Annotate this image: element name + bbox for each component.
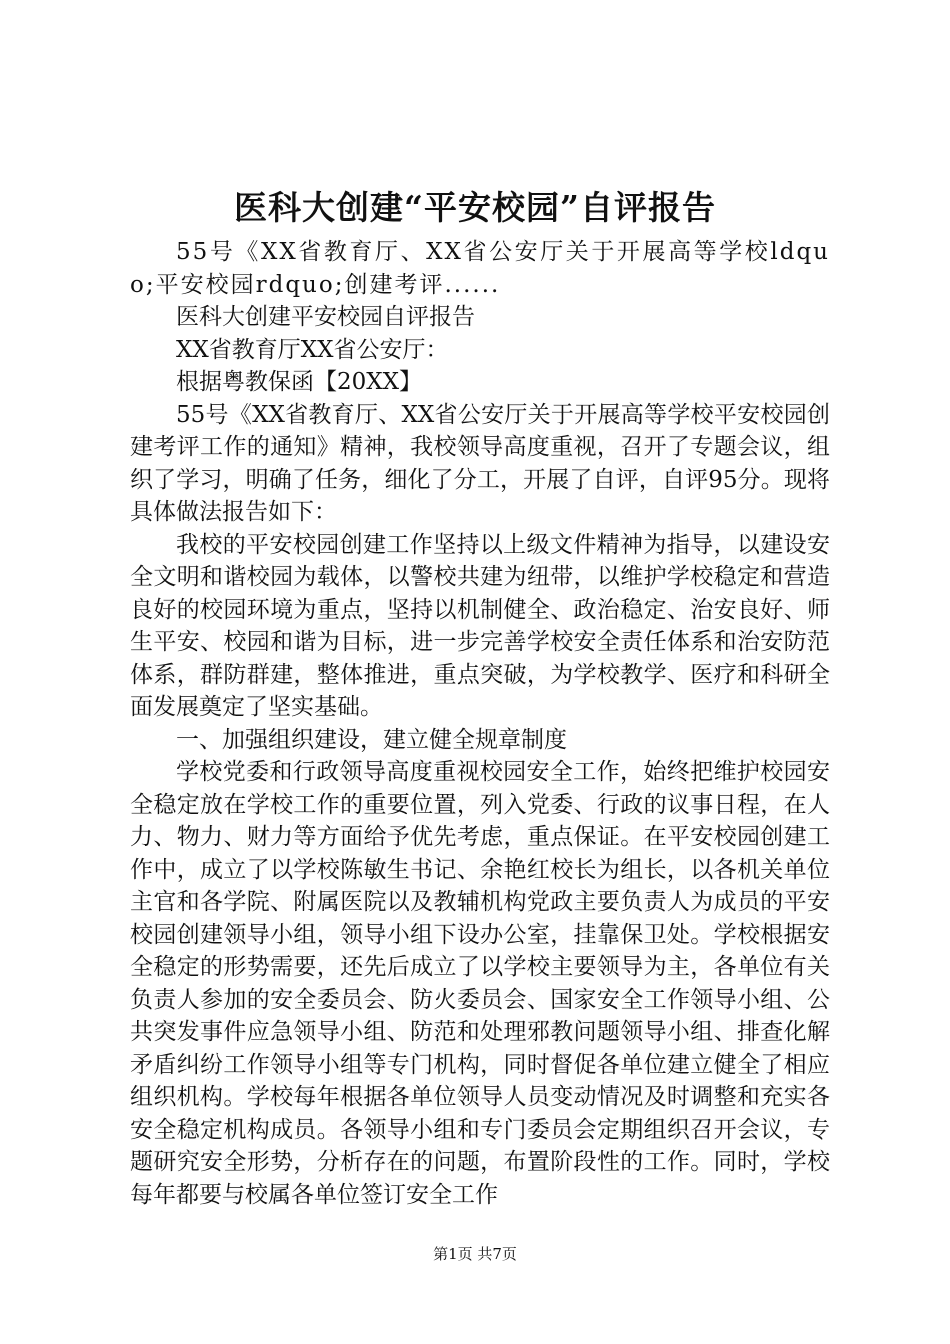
- paragraph-organization: 学校党委和行政领导高度重视校园安全工作，始终把维护校园安全稳定放在学校工作的重要位置，列入党委、行政的议事日程，在人力、物力、财力等方面给予优先考虑，重点保证。在平安校园创建工作中，成立了以学校陈敏生书记、余艳红校长为组长，以各机关单位主官和各学院、附属医院以及教辅机构党政主要负责人为成员的平安校园创建领导小组，领导小组下设办公室，挂靠保卫处。学校根据安全稳定的形势需要，还先后成立了以学校主要领导为主，各单位有关负责人参加的安全委员会、防火委员会、国家安全工作领导小组、公共突发事件应急领导小组、防范和处理邪教问题领导小组、排查化解矛盾纠纷工作领导小组等专门机构，同时督促各单位建立健全了相应组织机构。学校每年根据各单位领导人员变动情况及时调整和充实各安全稳定机构成员。各领导小组和专门委员会定期组织召开会议，专题研究安全形势，分析存在的问题，布置阶段性的工作。同时，学校每年都要与校属各单位签订安全工作: [130, 759, 830, 1208]
- section-heading-1: 一、加强组织建设，建立健全规章制度: [176, 726, 567, 753]
- paragraph-addressee: XX省教育厅XX省公安厅：: [176, 336, 449, 363]
- page-footer: 第1页 共7页: [433, 1245, 517, 1263]
- document-body: [130, 236, 830, 1211]
- paragraph-notice: 55号《XX省教育厅、XX省公安厅关于开展高等学校平安校园创建考评工作的通知》精神，我校领导高度重视，召开了专题会议，组织了学习，明确了任务，细化了分工，开展了自评，自评95分。现将具体做法报告如下：: [130, 401, 830, 525]
- paragraph-intro-excerpt: 55号《XX省教育厅、XX省公安厅关于开展高等学校ldquo;平安校园rdquo;创建考评......: [130, 239, 830, 298]
- document-title: 医科大创建“平安校园”自评报告: [234, 188, 716, 227]
- paragraph-report-name: 医科大创建平安校园自评报告: [176, 304, 475, 330]
- paragraph-overview: 我校的平安校园创建工作坚持以上级文件精神为指导，以建设安全文明和谐校园为载体，以警校共建为纽带，以维护学校稳定和营造良好的校园环境为重点，坚持以机制健全、政治稳定、治安良好、师生平安、校园和谐为目标，进一步完善学校安全责任体系和治安防范体系，群防群建，整体推进，重点突破，为学校教学、医疗和科研全面发展奠定了坚实基础。: [130, 531, 830, 720]
- paragraph-basis: 根据粤教保函【20XX】: [176, 369, 423, 395]
